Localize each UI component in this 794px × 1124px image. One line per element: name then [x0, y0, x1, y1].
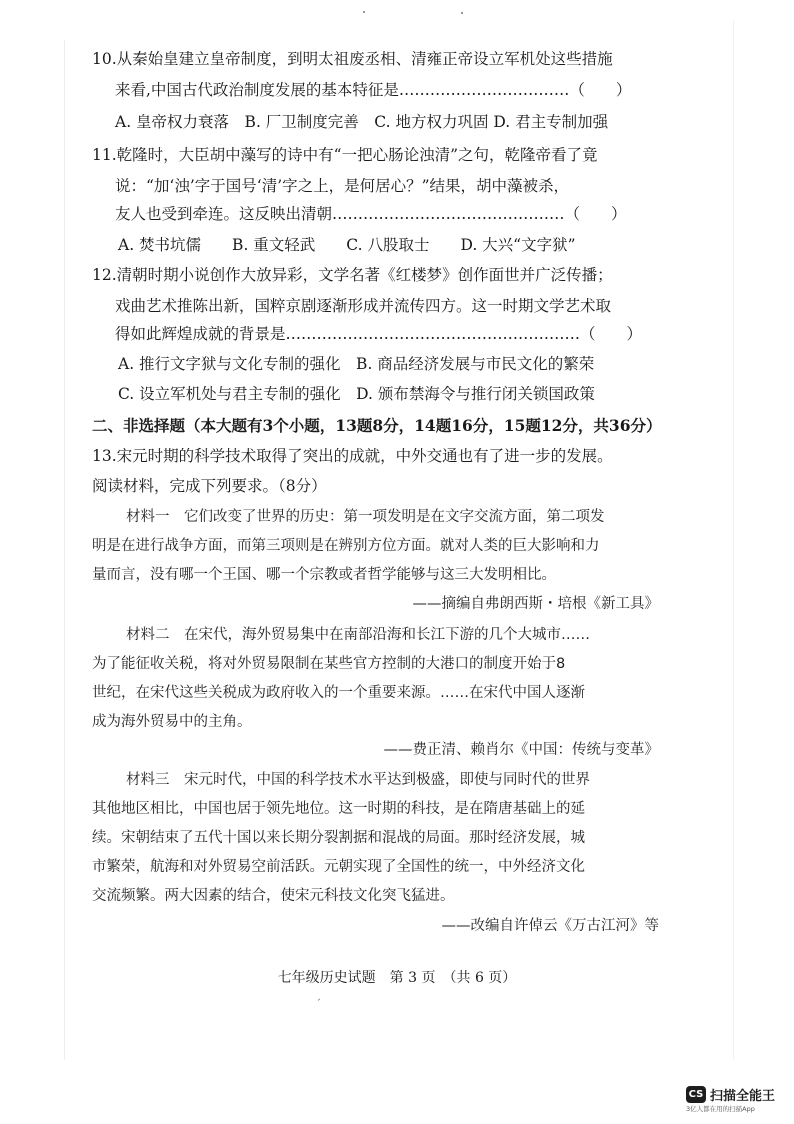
q10-stem-line2: 来看,中国古代政治制度发展的基本特征是……………………………（ ）	[115, 81, 632, 99]
material-2-line3: 世纪，在宋代这些关税成为政府收入的一个重要来源。……在宋代中国人逐渐	[92, 685, 585, 701]
q13-stem-line2: 阅读材料，完成下列要求。（8分）	[92, 477, 327, 495]
material-2-source: ——费正清、赖肖尔《中国：传统与变革》	[383, 742, 659, 758]
material-3-line3: 续。宋朝结束了五代十国以来长期分裂割据和混战的局面。那时经济发展，城	[92, 830, 585, 846]
scan-speck	[461, 12, 463, 14]
material-3-line4: 市繁荣，航海和对外贸易空前活跃。元朝实现了全国性的统一，中外经济文化	[92, 859, 585, 875]
scan-edge-right	[733, 20, 734, 1060]
camscanner-badge-icon: CS	[686, 1086, 706, 1103]
q10-options: A. 皇帝权力衰落 B. 厂卫制度完善 C. 地方权力巩固 D. 君主专制加强	[115, 113, 609, 131]
material-1-line1: 材料一 它们改变了世界的历史：第一项发明是在文字交流方面，第二项发	[126, 509, 605, 525]
q11-options: A. 焚书坑儒 B. 重文轻武 C. 八股取士 D. 大兴“文字狱”	[118, 236, 576, 254]
material-3-source: ——改编自许倬云《万古江河》等	[441, 918, 659, 934]
material-1-source: ——摘编自弗朗西斯・培根《新工具》	[412, 596, 659, 612]
q13-stem-line1: 13.宋元时期的科学技术取得了突出的成就，中外交通也有了进一步的发展。	[92, 447, 613, 465]
material-3-line2: 其他地区相比，中国也居于领先地位。这一时期的科技，是在隋唐基础上的延	[92, 801, 585, 817]
material-1-line3: 量而言，没有哪一个王国、哪一个宗教或者哲学能够与这三大发明相比。	[92, 567, 556, 583]
q12-options-ab: A. 推行文字狱与文化专制的强化 B. 商品经济发展与市民文化的繁荣	[118, 355, 595, 373]
material-3-line5: 交流频繁。两大因素的结合，使宋元科技文化突飞猛进。	[92, 888, 455, 904]
section-two-heading: 二、非选择题（本大题有3个小题，13题8分，14题16分，15题12分，共36分）	[92, 416, 662, 435]
scan-speck	[363, 11, 365, 13]
material-2-line2: 为了能征收关税，将对外贸易限制在某些官方控制的大港口的制度开始于8	[92, 656, 566, 672]
scanner-tagline: 3亿人都在用的扫描App	[686, 1105, 755, 1113]
q12-stem-line1: 12.清朝时期小说创作大放异彩，文学名著《红楼梦》创作面世并广泛传播；	[92, 266, 613, 284]
q10-stem-line1: 10.从秦始皇建立皇帝制度，到明太祖废丞相、清雍正帝设立军机处这些措施	[92, 50, 613, 68]
q11-stem-line3: 友人也受到牵连。这反映出清朝………………………………………（ ）	[115, 205, 627, 223]
q12-stem-line3: 得如此辉煌成就的背景是…………………………………………………（ ）	[115, 325, 643, 343]
material-3-line1: 材料三 宋元时代，中国的科学技术水平达到极盛，即使与同时代的世界	[126, 772, 590, 788]
page-footer: 七年级历史试题 第 3 页 （共 6 页）	[277, 970, 517, 986]
scanner-logo	[686, 1085, 775, 1103]
q12-options-cd: C. 设立军机处与君主专制的强化 D. 颁布禁海令与推行闭关锁国政策	[118, 385, 595, 403]
material-2-line4: 成为海外贸易中的主角。	[92, 714, 252, 730]
q11-stem-line2: 说：“加‘浊’字于国号‘清’字之上，是何居心？”结果，胡中藻被杀，	[115, 177, 570, 195]
scanner-app-name: 扫描全能王	[710, 1088, 776, 1104]
scan-edge-left	[64, 40, 65, 1060]
q11-stem-line1: 11.乾隆时，大臣胡中藻写的诗中有“一把心肠论浊清”之句，乾隆帝看了竟	[92, 146, 598, 164]
material-2-line1: 材料二 在宋代，海外贸易集中在南部沿海和长江下游的几个大城市……	[126, 627, 590, 643]
material-1-line2: 明是在进行战争方面，而第三项则是在辨别方位方面。就对人类的巨大影响和力	[92, 538, 600, 554]
pen-mark: ˏ	[316, 990, 321, 1001]
q12-stem-line2: 戏曲艺术推陈出新，国粹京剧逐渐形成并流传四方。这一时期文学艺术取	[115, 297, 612, 315]
